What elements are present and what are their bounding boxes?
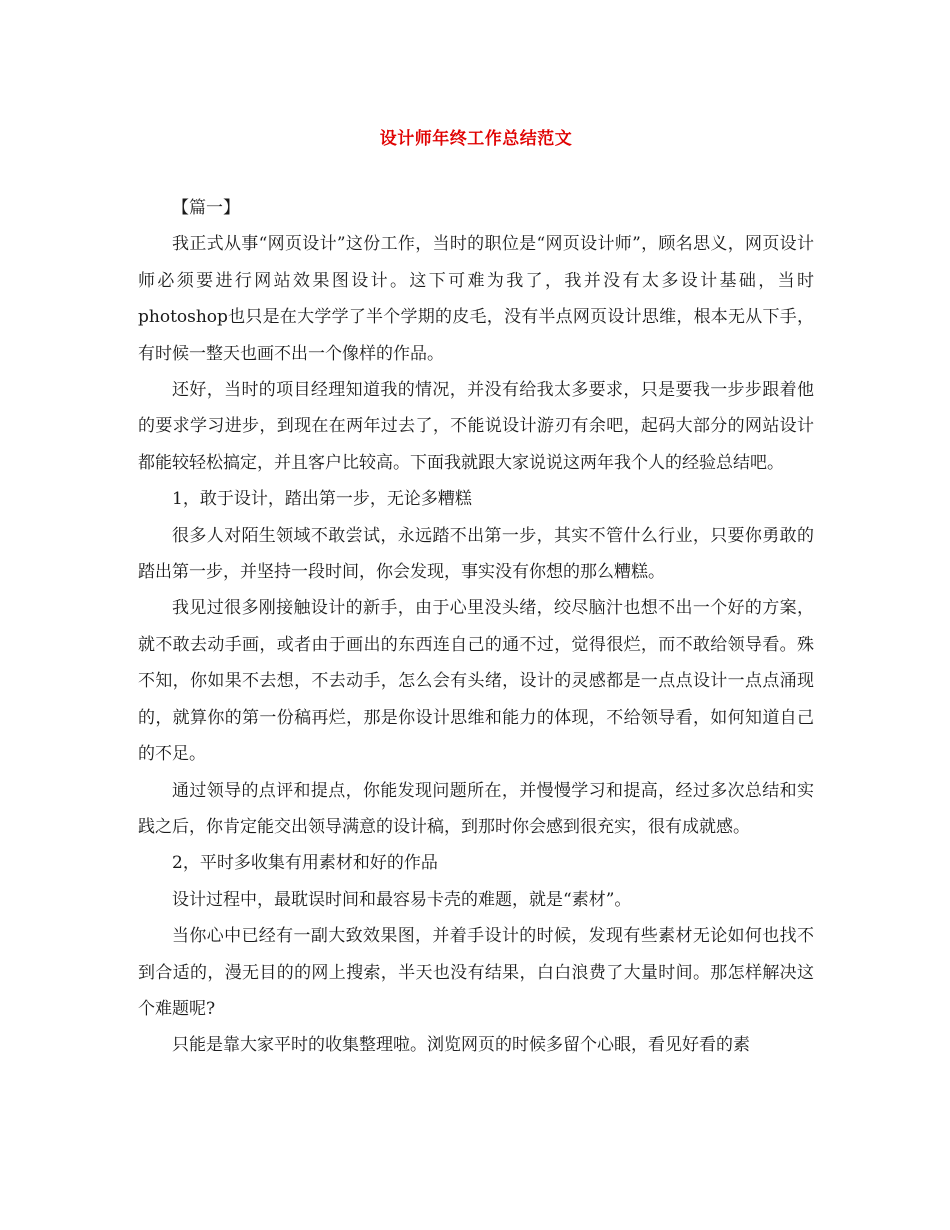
section-label: 【篇一】 xyxy=(172,198,240,218)
paragraph: 设计过程中，最耽误时间和最容易卡壳的难题，就是“素材”。 xyxy=(172,889,632,910)
paragraph: 很多人对陌生领域不敢尝试，永远踏不出第一步，其实不管什么行业，只要你勇敢的踏出第一步，并坚持一段时间，你会发现，事实没有你想的那么糟糕。 xyxy=(138,525,814,583)
list-heading: 2，平时多收集有用素材和好的作品 xyxy=(172,853,438,874)
paragraph: 通过领导的点评和提点，你能发现问题所在，并慢慢学习和提高，经过多次总结和实践之后，你肯定能交出领导满意的设计稿，到那时你会感到很充实，很有成就感。 xyxy=(138,780,814,837)
paragraph: 只能是靠大家平时的收集整理啦。浏览网页的时候多留个心眼，看见好看的素 xyxy=(172,1035,750,1056)
list-heading: 1，敢于设计，踏出第一步，无论多糟糕 xyxy=(172,489,472,510)
document-title: 设计师年终工作总结范文 xyxy=(379,129,573,149)
document-body xyxy=(138,190,814,1064)
paragraph: 我见过很多刚接触设计的新手，由于心里没头绪，绞尽脑汁也想不出一个好的方案，就不敢去动手画，或者由于画出的东西连自己的通不过，觉得很烂，而不敢给领导看。殊不知，你如果不去想，不去动手，怎么会有头绪，设计的灵感都是一点点设计一点点涌现的，就算你的第一份稿再烂，那是你设计思维和能力的体现，不给领导看，如何知道自己的不足。 xyxy=(138,598,814,765)
paragraph: 我正式从事“网页设计”这份工作，当时的职位是“网页设计师”，顾名思义，网页设计师必须要进行网站效果图设计。这下可难为我了，我并没有太多设计基础，当时photoshop也只是在大学学了半个学期的皮毛，没有半点网页设计思维，根本无从下手，有时候一整天也画不出一个像样的作品。 xyxy=(138,234,814,364)
paragraph: 还好，当时的项目经理知道我的情况，并没有给我太多要求，只是要我一步步跟着他的要求学习进步，到现在在两年过去了，不能说设计游刃有余吧，起码大部分的网站设计都能较轻松搞定，并且客户比较高。下面我就跟大家说说这两年我个人的经验总结吧。 xyxy=(138,380,814,473)
paragraph: 当你心中已经有一副大致效果图，并着手设计的时候，发现有些素材无论如何也找不到合适的，漫无目的的网上搜索，半天也没有结果，白白浪费了大量时间。那怎样解决这个难题呢? xyxy=(138,926,814,1019)
